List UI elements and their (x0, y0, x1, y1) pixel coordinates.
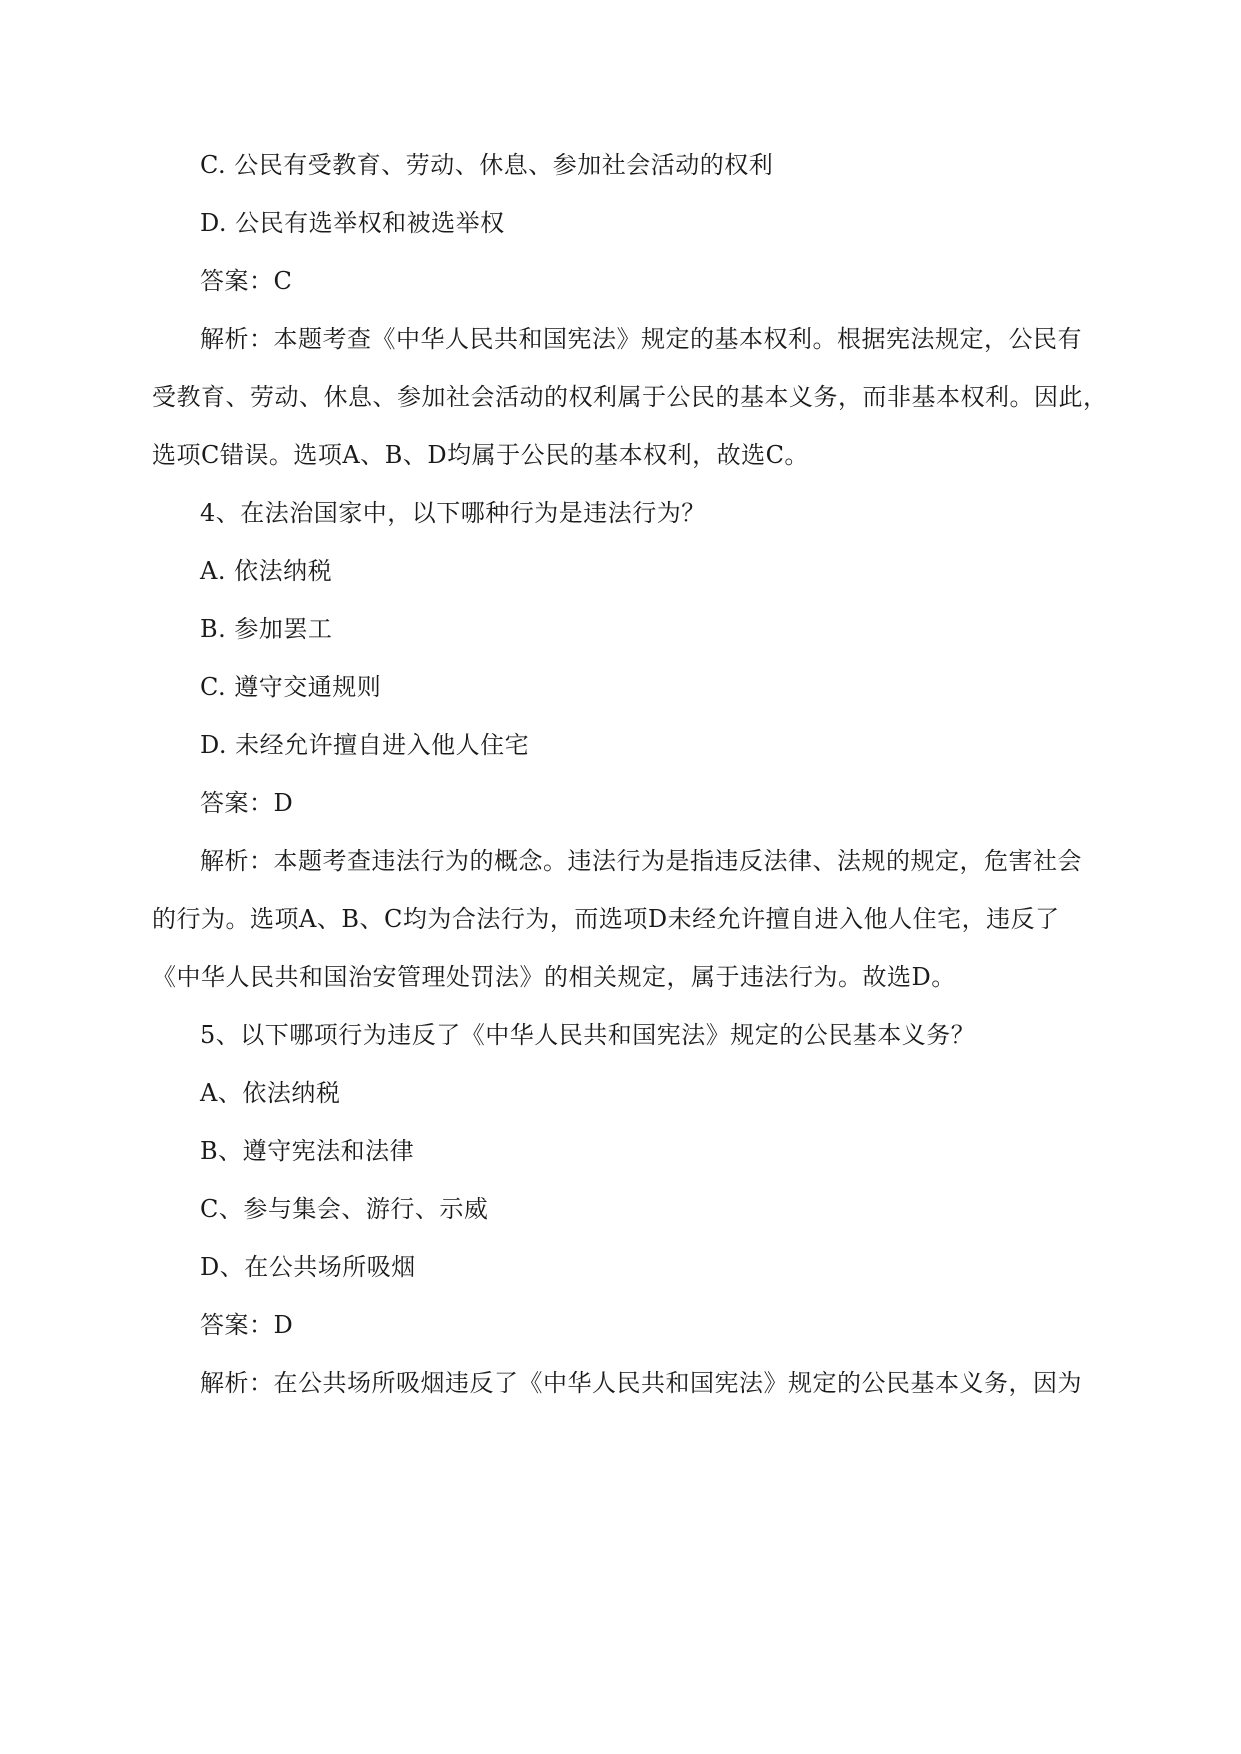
q4-analysis-line-3: 《中华人民共和国治安管理处罚法》的相关规定，属于违法行为。故选D。 (152, 963, 956, 991)
q3-option-d: D. 公民有选举权和被选举权 (200, 209, 505, 237)
q4-answer: 答案：D (200, 789, 294, 817)
q4-question: 4、在法治国家中，以下哪种行为是违法行为？ (200, 499, 706, 527)
q5-option-d: D、在公共场所吸烟 (200, 1253, 416, 1281)
q3-analysis-line-3: 选项C错误。选项A、B、D均属于公民的基本权利，故选C。 (152, 441, 809, 469)
q3-analysis-line-2: 受教育、劳动、休息、参加社会活动的权利属于公民的基本义务，而非基本权利。因此， (152, 383, 1108, 411)
q4-option-c: C. 遵守交通规则 (200, 673, 382, 701)
q3-option-c: C. 公民有受教育、劳动、休息、参加社会活动的权利 (200, 151, 774, 179)
q4-option-d: D. 未经允许擅自进入他人住宅 (200, 731, 530, 759)
q4-analysis-line-1: 解析：本题考查违法行为的概念。违法行为是指违反法律、法规的规定，危害社会 (200, 847, 1082, 875)
q4-option-b: B. 参加罢工 (200, 615, 333, 643)
q5-analysis-line-1: 解析：在公共场所吸烟违反了《中华人民共和国宪法》规定的公民基本义务，因为 (200, 1369, 1082, 1397)
q5-option-b: B、遵守宪法和法律 (200, 1137, 415, 1165)
q5-question: 5、以下哪项行为违反了《中华人民共和国宪法》规定的公民基本义务？ (200, 1021, 976, 1049)
q3-analysis-line-1: 解析：本题考查《中华人民共和国宪法》规定的基本权利。根据宪法规定，公民有 (200, 325, 1082, 353)
q5-answer: 答案：D (200, 1311, 294, 1339)
q4-analysis-line-2: 的行为。选项A、B、C均为合法行为，而选项D未经允许擅自进入他人住宅，违反了 (152, 905, 1060, 933)
q3-answer: 答案：C (200, 267, 293, 295)
q5-option-c: C、参与集会、游行、示威 (200, 1195, 489, 1223)
q5-option-a: A、依法纳税 (200, 1079, 341, 1107)
q4-option-a: A. 依法纳税 (200, 557, 333, 585)
